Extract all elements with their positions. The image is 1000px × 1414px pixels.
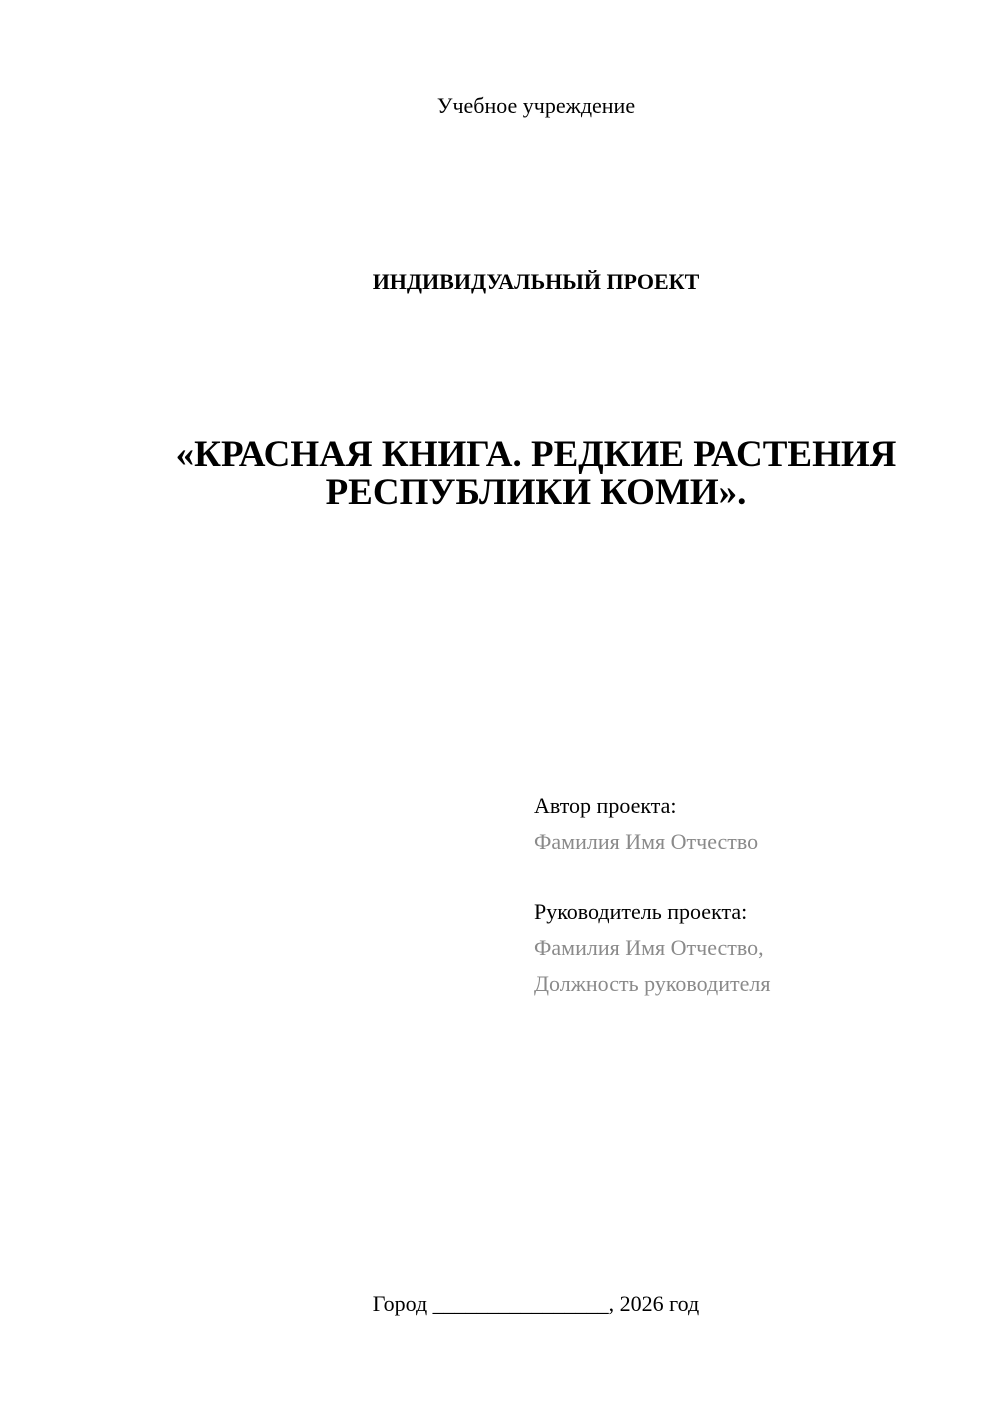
project-title-line: «КРАСНАЯ КНИГА. РЕДКИЕ РАСТЕНИЯ xyxy=(175,434,897,475)
credits-block xyxy=(534,788,974,1002)
author-label: Автор проекта: xyxy=(534,793,677,818)
institution-name: Учебное учреждение xyxy=(436,93,636,118)
credits-spacer xyxy=(534,860,974,894)
author-name: Фамилия Имя Отчество xyxy=(534,829,759,854)
project-title xyxy=(120,436,952,512)
city-year-footer: Город ________________, 2026 год xyxy=(372,1291,700,1316)
supervisor-name: Фамилия Имя Отчество, xyxy=(534,935,764,960)
supervisor-position: Должность руководителя xyxy=(534,971,771,996)
project-title-line: РЕСПУБЛИКИ КОМИ». xyxy=(325,472,747,513)
project-type-heading: ИНДИВИДУАЛЬНЫЙ ПРОЕКТ xyxy=(372,269,700,294)
supervisor-label: Руководитель проекта: xyxy=(534,899,748,924)
